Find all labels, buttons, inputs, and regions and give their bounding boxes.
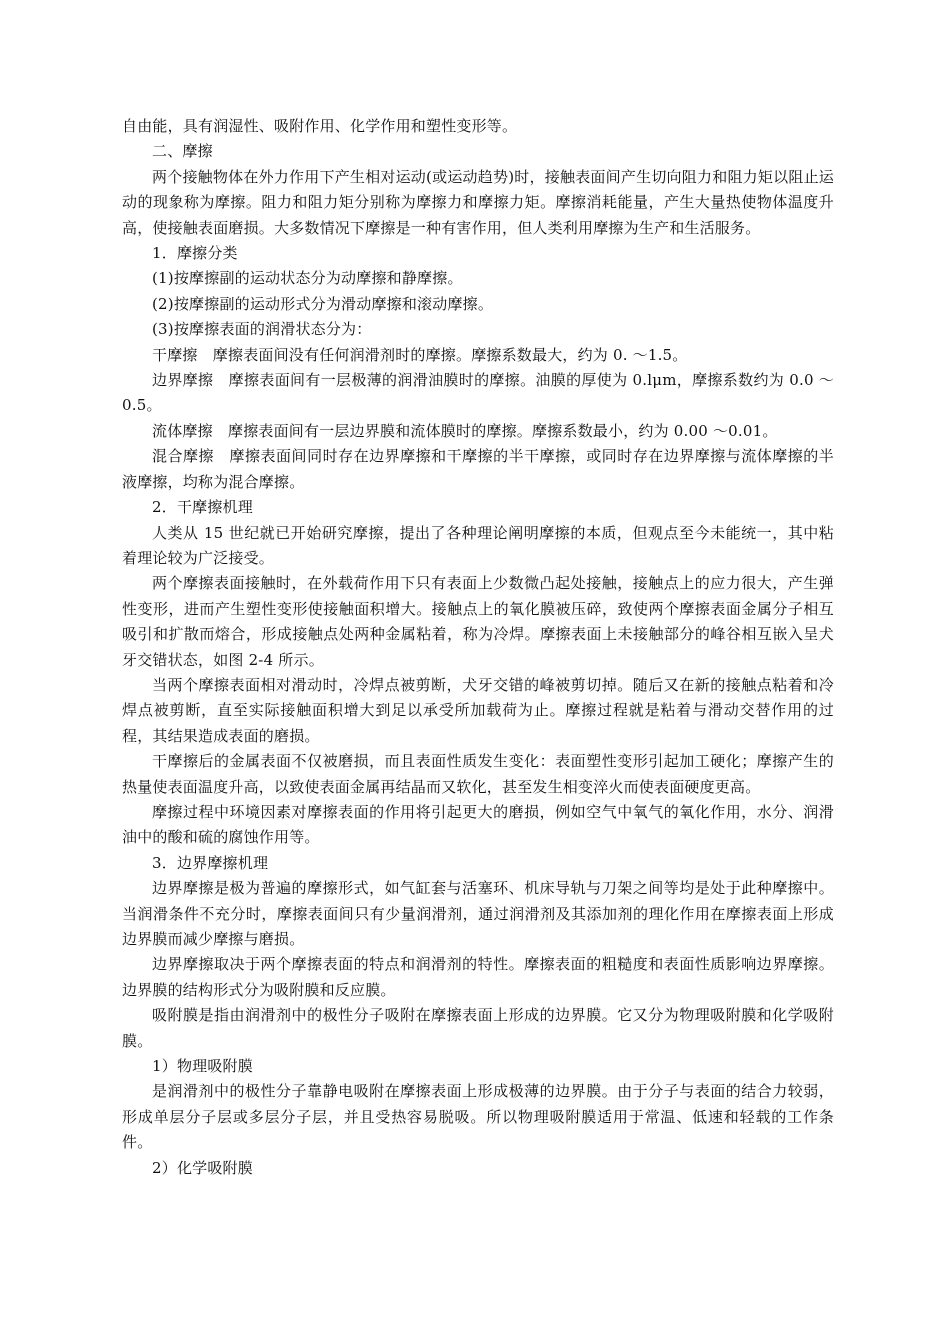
paragraph: 边界摩擦是极为普遍的摩擦形式，如气缸套与活塞环、机床导轨与刀架之间等均是处于此种摩擦中。当润滑条件不充分时，摩擦表面间只有少量润滑剂，通过润滑剂及其添加剂的理化作用在摩擦表面上形成边界膜而减少摩擦与磨损。 [122,879,834,948]
paragraph: 两个接触物体在外力作用下产生相对运动(或运动趋势)时，接触表面间产生切向阻力和阻力矩以阻止运动的现象称为摩擦。阻力和阻力矩分别称为摩擦力和摩擦力矩。摩擦消耗能量，产生大量热使物体温度升高，使接触表面磨损。大多数情况下摩擦是一种有害作用，但人类利用摩擦为生产和生活服务。 [122,167,834,237]
paragraph: 干摩擦后的金属表面不仅被磨损，而且表面性质发生变化：表面塑性变形引起加工硬化；摩擦产生的热量使表面温度升高，以致使表面金属再结晶而又软化，甚至发生相变淬火而使表面硬度更高。 [122,752,834,796]
paragraph: 混合摩擦 摩擦表面间同时存在边界摩擦和干摩擦的半干摩擦，或同时存在边界摩擦与流体摩擦的半液摩擦，均称为混合摩擦。 [122,447,834,491]
paragraph: 两个摩擦表面接触时，在外载荷作用下只有表面上少数微凸起处接触，接触点上的应力很大，产生弹性变形，进而产生塑性变形使接触面积增大。接触点上的氧化膜被压碎，致使两个摩擦表面金属分子相互吸引和扩散而熔合，形成接触点处两种金属粘着，称为冷焊。摩擦表面上未接触部分的峰谷相互嵌入呈犬牙交错状态，如图 2-4 所示。 [122,574,834,669]
paragraph: 吸附膜是指由润滑剂中的极性分子吸附在摩擦表面上形成的边界膜。它又分为物理吸附膜和化学吸附膜。 [122,1006,834,1050]
section-heading: 二、摩擦 [152,142,213,161]
list-item: (2)按摩擦副的运动形式分为滑动摩擦和滚动摩擦。 [152,294,494,313]
paragraph: 人类从 15 世纪就已开始研究摩擦，提出了各种理论阐明摩擦的本质，但观点至今未能统一，其中粘着理论较为广泛接受。 [122,523,834,567]
paragraph: 自由能，具有润湿性、吸附作用、化学作用和塑性变形等。 [122,117,518,135]
subsection-heading: 1）物理吸附膜 [152,1057,253,1076]
paragraph: 边界摩擦 摩擦表面间有一层极薄的润滑油膜时的摩擦。油膜的厚使为 0.lμm，摩擦系数约为 0.0 ～0.5。 [122,371,834,415]
subsection-heading: 2．干摩擦机理 [152,498,253,517]
paragraph: 摩擦过程中环境因素对摩擦表面的作用将引起更大的磨损，例如空气中氧气的氧化作用，水分、润滑油中的酸和硫的腐蚀作用等。 [122,802,834,847]
list-item: (1)按摩擦副的运动状态分为动摩擦和静摩擦。 [152,269,463,288]
paragraph: 边界摩擦取决于两个摩擦表面的特点和润滑剂的特性。摩擦表面的粗糙度和表面性质影响边界摩擦。边界膜的结构形式分为吸附膜和反应膜。 [122,955,834,999]
subsection-heading: 1．摩擦分类 [152,244,238,263]
paragraph: 流体摩擦 摩擦表面间有一层边界膜和流体膜时的摩擦。摩擦系数最小，约为 0.00 ～0.01。 [152,421,778,440]
paragraph: 干摩擦 摩擦表面间没有任何润滑剂时的摩擦。摩擦系数最大，约为 0. ～1.5。 [152,345,688,364]
subsection-heading: 2）化学吸附膜 [152,1158,253,1177]
paragraph: 是润滑剂中的极性分子靠静电吸附在摩擦表面上形成极薄的边界膜。由于分子与表面的结合力较弱，形成单层分子层或多层分子层，并且受热容易脱吸。所以物理吸附膜适用于常温、低速和轻载的工作条件。 [122,1082,834,1152]
document-page [122,114,834,1181]
list-item: (3)按摩擦表面的润滑状态分为： [152,320,372,339]
subsection-heading: 3．边界摩擦机理 [152,853,269,872]
paragraph: 当两个摩擦表面相对滑动时，冷焊点被剪断，犬牙交错的峰被剪切掉。随后又在新的接触点粘着和冷焊点被剪断，直至实际接触面积增大到足以承受所加载荷为止。摩擦过程就是粘着与滑动交替作用的过程，其结果造成表面的磨损。 [122,675,834,745]
